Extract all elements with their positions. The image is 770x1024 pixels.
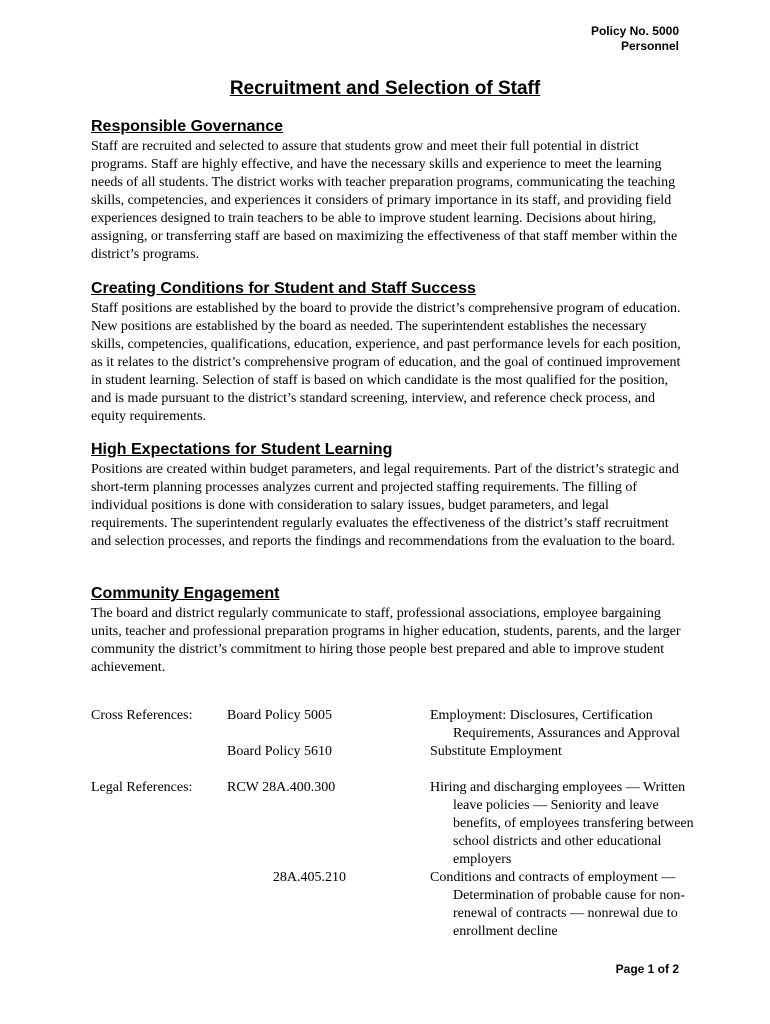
legal-references-label: Legal References: <box>91 780 193 795</box>
section-body: Staff are recruited and selected to assure that students grow and meet their full potential in district programs. Staff are highly effective, and have the necessary skills and experience to meet the learning needs of all students. The district works with teacher preparation programs, communicating the teaching skills, competencies, and experiences it considers of primary importance in its staff, and providing field experiences designed to train teachers to be able to improve student learning. Decisions about hiring, assigning, or transferring staff are based on maximizing the effectiveness of that staff member within the district’s programs. <box>91 139 678 262</box>
section-heading: High Expectations for Student Learning <box>91 441 393 458</box>
cross-reference-row <box>91 743 691 761</box>
cross-references-label: Cross References: <box>91 708 193 723</box>
legal-reference-row <box>91 779 694 869</box>
policy-category: Personnel <box>620 39 679 53</box>
policy-header <box>591 24 679 54</box>
section-heading: Creating Conditions for Student and Staff Success <box>91 280 476 297</box>
section-body: Staff positions are established by the board to provide the district’s comprehensive program of education. New positions are established by the board as needed. The superintendent establishes the necessary skills, competencies, qualifications, education, experience, and past performance levels for each position, as it relates to the district’s comprehensive program of education, and the goal of continued improvement in student learning. Selection of staff is based on which candidate is the most qualified for the position, and is made pursuant to the district’s standard screening, interview, and reference check process, and equity requirements. <box>91 301 681 424</box>
reference-description: Hiring and discharging employees — Written leave policies — Seniority and leave benefits, of employees transfering between school districts and other educational employers <box>430 780 694 867</box>
legal-reference-row <box>91 869 691 941</box>
section-body: Positions are created within budget parameters, and legal requirements. Part of the district’s strategic and short-term planning processes analyzes current and projected staffing requirements. The filling of individual positions is done with consideration to salary issues, budget parameters, and legal requirements. The superintendent regularly evaluates the effectiveness of the district’s staff recruitment and selection processes, and reports the findings and recommendations from the evaluation to the board. <box>91 462 679 549</box>
reference-description: Substitute Employment <box>430 744 562 759</box>
policy-number: Policy No. 5000 <box>590 24 679 38</box>
section-responsible-governance <box>91 117 681 264</box>
section-creating-conditions <box>91 279 681 426</box>
reference-description: Conditions and contracts of employment — Determination of probable cause for non-renewal of contracts — nonrewal due to enrollment decline <box>430 870 686 939</box>
section-community-engagement <box>91 584 681 677</box>
section-body: The board and district regularly communicate to staff, professional associations, employee bargaining units, teacher and professional preparation programs in higher education, students, parents, and the larger community the district’s commitment to hiring those people best prepared and able to improve student achievement. <box>91 606 681 675</box>
reference-code: 28A.405.210 <box>272 870 346 885</box>
section-heading: Community Engagement <box>91 585 280 602</box>
document-title: Recruitment and Selection of Staff <box>229 78 541 99</box>
section-high-expectations <box>91 440 681 551</box>
reference-code: RCW 28A.400.300 <box>227 780 336 795</box>
section-heading: Responsible Governance <box>91 118 284 135</box>
cross-reference-row <box>91 707 691 743</box>
reference-code: Board Policy 5610 <box>227 744 332 759</box>
references-block <box>91 707 694 941</box>
reference-code: Board Policy 5005 <box>227 708 332 723</box>
page-number: Page 1 of 2 <box>615 962 679 976</box>
reference-description: Employment: Disclosures, Certification Requirements, Assurances and Approval <box>430 708 681 741</box>
